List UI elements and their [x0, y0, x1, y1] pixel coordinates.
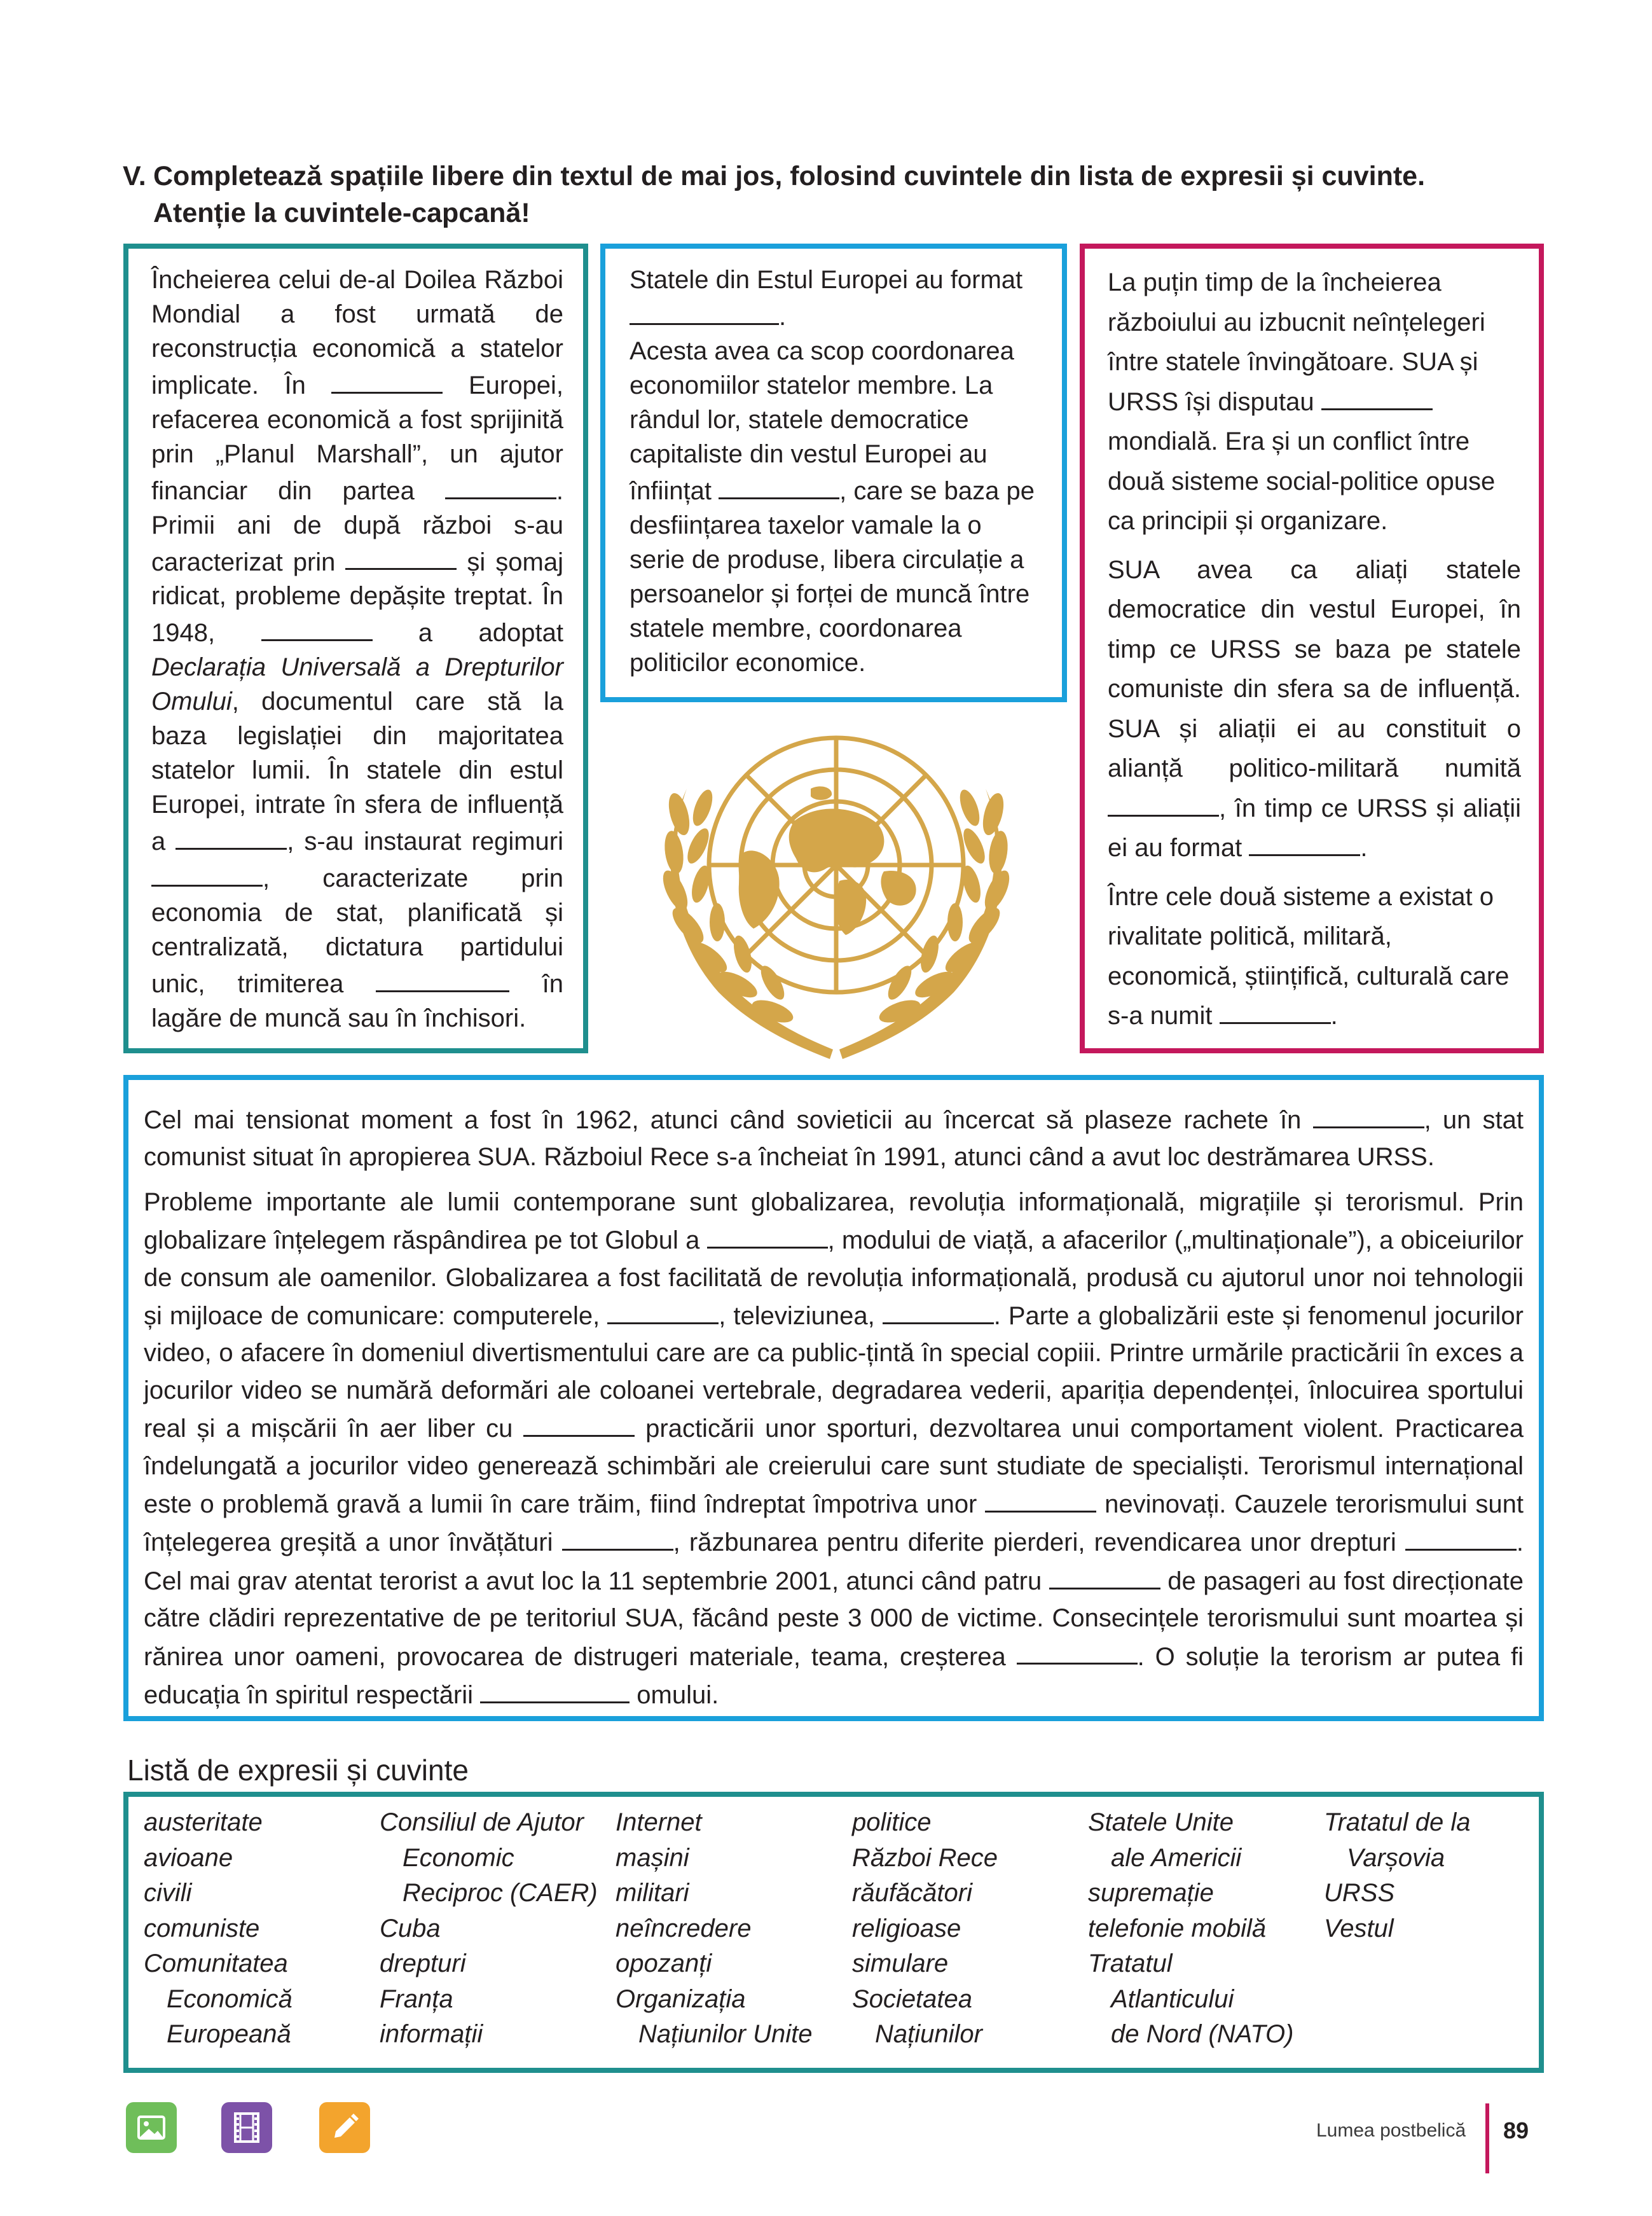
word-item: Comunitatea [144, 1949, 288, 1977]
word-item: austeritate [144, 1808, 263, 1836]
text-segment: nevinovați. Cauzele terorismului sunt înțelegerea greșită a unor învățături [144, 1490, 1524, 1557]
text-segment: , un stat comunist situat în apropierea SUA. Războiul Rece s-a încheiat în 1991, atunci când a avut loc destrămarea URSS. [144, 1105, 1524, 1172]
text-segment: în lagăre de muncă sau în închisori. [151, 969, 563, 1032]
word-item: Vestul [1324, 1914, 1394, 1942]
text-segment: Europei, refacerea economică a fost sprijinită prin „Planul Marshall”, un ajutor financiar din partea [151, 371, 563, 505]
word-list-column-3 [616, 1805, 812, 2053]
word-item: răufăcători [852, 1879, 972, 1907]
word-item: Tratatul de la [1324, 1808, 1471, 1836]
cold-war-text [1108, 263, 1521, 1045]
text-segment: mondială. Era și un conflict între două sisteme social-politice opuse ca principii și organizare. [1108, 427, 1496, 535]
text-segment: , în timp ce URSS și aliații ei au format [1108, 794, 1521, 862]
blank-field[interactable] [1220, 996, 1331, 1024]
blank-field[interactable] [562, 1523, 673, 1551]
word-item: URSS [1324, 1879, 1395, 1907]
image-icon[interactable] [126, 2102, 177, 2153]
blank-field[interactable] [1017, 1637, 1138, 1665]
heading-line-2: Atenție la cuvintele-capcană! [153, 198, 530, 228]
blank-field[interactable] [376, 964, 509, 992]
text-segment: , care se baza pe desființarea taxelor vamale la o serie de produse, libera circulație a persoanelor și forței de muncă între statele membre, coordonarea politicilor economice. [630, 476, 1035, 677]
word-list-column-5 [1088, 1805, 1293, 2053]
film-icon[interactable] [221, 2102, 272, 2153]
page-number: 89 [1503, 2117, 1529, 2143]
word-item: informații [380, 2020, 483, 2048]
text-segment: Statele din Estul Europei au format [630, 266, 1023, 294]
text-segment: SUA avea ca aliați statele democratice din vestul Europei, în timp ce URSS se baza pe statele comuniste din sfera sa de influență. SUA și aliații ei au constituit o alianță politico-militară numită [1108, 555, 1521, 782]
chapter-label: Lumea postbelică [1316, 2120, 1466, 2141]
exercise-number: V. [123, 161, 146, 191]
east-europe-text [630, 263, 1043, 680]
blank-field[interactable] [707, 1221, 828, 1249]
word-item: Franța [380, 1984, 453, 2013]
blank-field[interactable] [1313, 1100, 1424, 1128]
text-segment: a adoptat [418, 619, 563, 647]
blank-field[interactable] [1249, 828, 1360, 856]
contemporary-world-text [144, 1100, 1524, 1721]
text-segment: . Cel mai grav atentat terorist a avut loc la 11 septembrie 2001, atunci când patru [144, 1528, 1524, 1595]
text-segment: . [779, 302, 787, 331]
text-segment: , modului de viață, a afacerilor („multinaționale”), a obiceiurilor de consum ale oamenilor. Globalizarea a fost facilitată de revoluția informațională, produsă cu ajutorul unor noi tehnologii și mijloace de comunicare: computerele, [144, 1226, 1524, 1330]
word-item: Societatea [852, 1984, 973, 2013]
blank-field[interactable] [630, 297, 779, 325]
word-list-column-6 [1324, 1805, 1471, 1946]
text-segment: . O soluție la terorism ar putea fi educația în spiritul respectării [144, 1642, 1524, 1709]
word-item: ale Americii [1111, 1843, 1242, 1872]
text-segment: practicării unor sporturi, dezvoltarea unui comportament violent. Practicarea îndelungată a jocurilor video generează schimbări ale creierului care sunt studiate de specialiști. Terorismul internațional este o problemă gravă a lumii în care trăim, fiind îndreptat împotriva unor [144, 1415, 1524, 1518]
blank-field[interactable] [985, 1485, 1096, 1513]
word-item: Tratatul [1088, 1949, 1173, 1977]
word-item: neîncredere [616, 1914, 752, 1942]
word-item: Atlanticului [1111, 1984, 1234, 2013]
word-item: opozanți [616, 1949, 712, 1977]
blank-field[interactable] [523, 1409, 635, 1437]
text-segment: Cel mai tensionat moment a fost în 1962, atunci când sovieticii au încercat să plaseze rachete în [144, 1105, 1302, 1134]
word-item: Statele Unite [1088, 1808, 1234, 1836]
blank-field[interactable] [1321, 382, 1433, 410]
blank-field[interactable] [1405, 1523, 1517, 1551]
exercise-heading [123, 158, 1528, 232]
blank-field[interactable] [176, 822, 287, 850]
word-item: Națiunilor [875, 2020, 982, 2048]
word-list-column-4 [852, 1805, 998, 2053]
word-item: militari [616, 1879, 689, 1907]
word-item: Consiliul de Ajutor [380, 1808, 584, 1836]
text-segment: omului. [637, 1680, 719, 1709]
word-item: Organizația [616, 1984, 746, 2013]
text-segment: . [1330, 1002, 1338, 1030]
word-item: Varșovia [1347, 1843, 1445, 1872]
text-segment: . Parte a globalizării este și fenomenul jocurilor video, o afacere în domeniul divertismentului care are ca public-țintă în special copiii. Printre urmările practicării în exces a jocurilor video se numără deformări ale coloanei vertebrale, degradarea vederii, apariția dependenței, înlocuirea sportului real și a mișcării în aer liber cu [144, 1301, 1524, 1443]
heading-line-1: Completează spațiile libere din textul de mai jos, folosind cuvintele din lista de expresii și cuvinte. [153, 161, 1426, 191]
word-item: Cuba [380, 1914, 441, 1942]
word-list-column-1 [144, 1805, 293, 2053]
text-segment: . [1360, 834, 1368, 862]
text-segment: Încheierea celui de-al Doilea Război Mondial a fost urmată de reconstrucția economică a statelor implicate. În [151, 266, 563, 399]
word-item: drepturi [380, 1949, 466, 1977]
word-list-column-2 [380, 1805, 598, 2053]
word-item: simulare [852, 1949, 949, 1977]
word-item: Reciproc (CAER) [403, 1879, 598, 1907]
blank-field[interactable] [1108, 789, 1219, 817]
word-item: civili [144, 1879, 192, 1907]
word-item: Națiunilor Unite [638, 2020, 813, 2048]
word-item: comuniste [144, 1914, 260, 1942]
blank-field[interactable] [883, 1296, 994, 1324]
word-list-title: Listă de expresii și cuvinte [127, 1754, 469, 1787]
text-segment: , televiziunea, [719, 1301, 875, 1330]
word-item: avioane [144, 1843, 233, 1872]
blank-field[interactable] [151, 859, 263, 887]
word-item: Război Rece [852, 1843, 998, 1872]
word-item: Economică [167, 1984, 293, 2013]
text-segment: , documentul care stă la baza legislației din majoritatea statelor lumii. În statele din estul Europei, intrate în sfera de influență a [151, 688, 563, 855]
blank-field[interactable] [607, 1296, 719, 1324]
word-item: supremație [1088, 1879, 1214, 1907]
word-item: Internet [616, 1808, 702, 1836]
blank-field[interactable] [719, 471, 839, 499]
word-item: telefonie mobilă [1088, 1914, 1267, 1942]
blank-field[interactable] [480, 1675, 630, 1703]
text-segment: , caracterizate prin economia de stat, planificată și centralizată, dictatura partidului unic, trimiterea [151, 864, 563, 998]
word-item: Economic [403, 1843, 514, 1872]
pencil-icon[interactable] [319, 2102, 370, 2153]
text-segment: . Primii ani de după război s-au caracterizat prin [151, 476, 563, 576]
declaration-title: Declarația Universală a Drepturilor Omului [151, 653, 563, 716]
word-item: politice [852, 1808, 932, 1836]
blank-field[interactable] [331, 366, 443, 394]
text-segment: de pasageri au fost direcționate către clădiri reprezentative de pe teritoriul SUA, făcând peste 3 000 de victime. Consecințele terorismului sunt moartea și rănirea unor oameni, provocarea de distrugeri materiale, teama, creșterea [144, 1567, 1524, 1671]
text-segment: La puțin timp de la încheierea războiului au izbucnit neînțelegeri între statele învingătoare. SUA și URSS își disputau [1108, 268, 1485, 416]
footer-divider [1485, 2103, 1489, 2173]
text-segment: Probleme importante ale lumii contemporane sunt globalizarea, revoluția informațională, migrațiile și terorismul. Prin globalizare înțelegem răspândirea pe tot Globul a [144, 1188, 1524, 1255]
blank-field[interactable] [1049, 1562, 1160, 1589]
blank-field[interactable] [345, 543, 457, 571]
text-segment: , răzbunarea pentru diferite pierderi, revendicarea unor drepturi [673, 1528, 1396, 1557]
text-segment: Acesta avea ca scop coordonarea economiilor statelor membre. La rândul lor, statele democratice capitaliste din vestul Europei au înființat [630, 336, 1014, 505]
word-item: Europeană [167, 2020, 291, 2048]
word-item: mașini [616, 1843, 689, 1872]
text-segment: Între cele două sisteme a existat o rivalitate politică, militară, economică, științifică, culturală care s-a numit [1108, 882, 1510, 1030]
reconstruction-text [151, 263, 563, 1035]
text-segment: și șomaj ridicat, probleme depășite treptat. În 1948, [151, 548, 563, 647]
blank-field[interactable] [261, 613, 373, 641]
blank-field[interactable] [445, 471, 556, 499]
un-emblem [630, 712, 1043, 1069]
word-item: religioase [852, 1914, 961, 1942]
text-segment: , s-au instaurat regimuri [287, 827, 563, 855]
word-item: de Nord (NATO) [1111, 2020, 1294, 2048]
